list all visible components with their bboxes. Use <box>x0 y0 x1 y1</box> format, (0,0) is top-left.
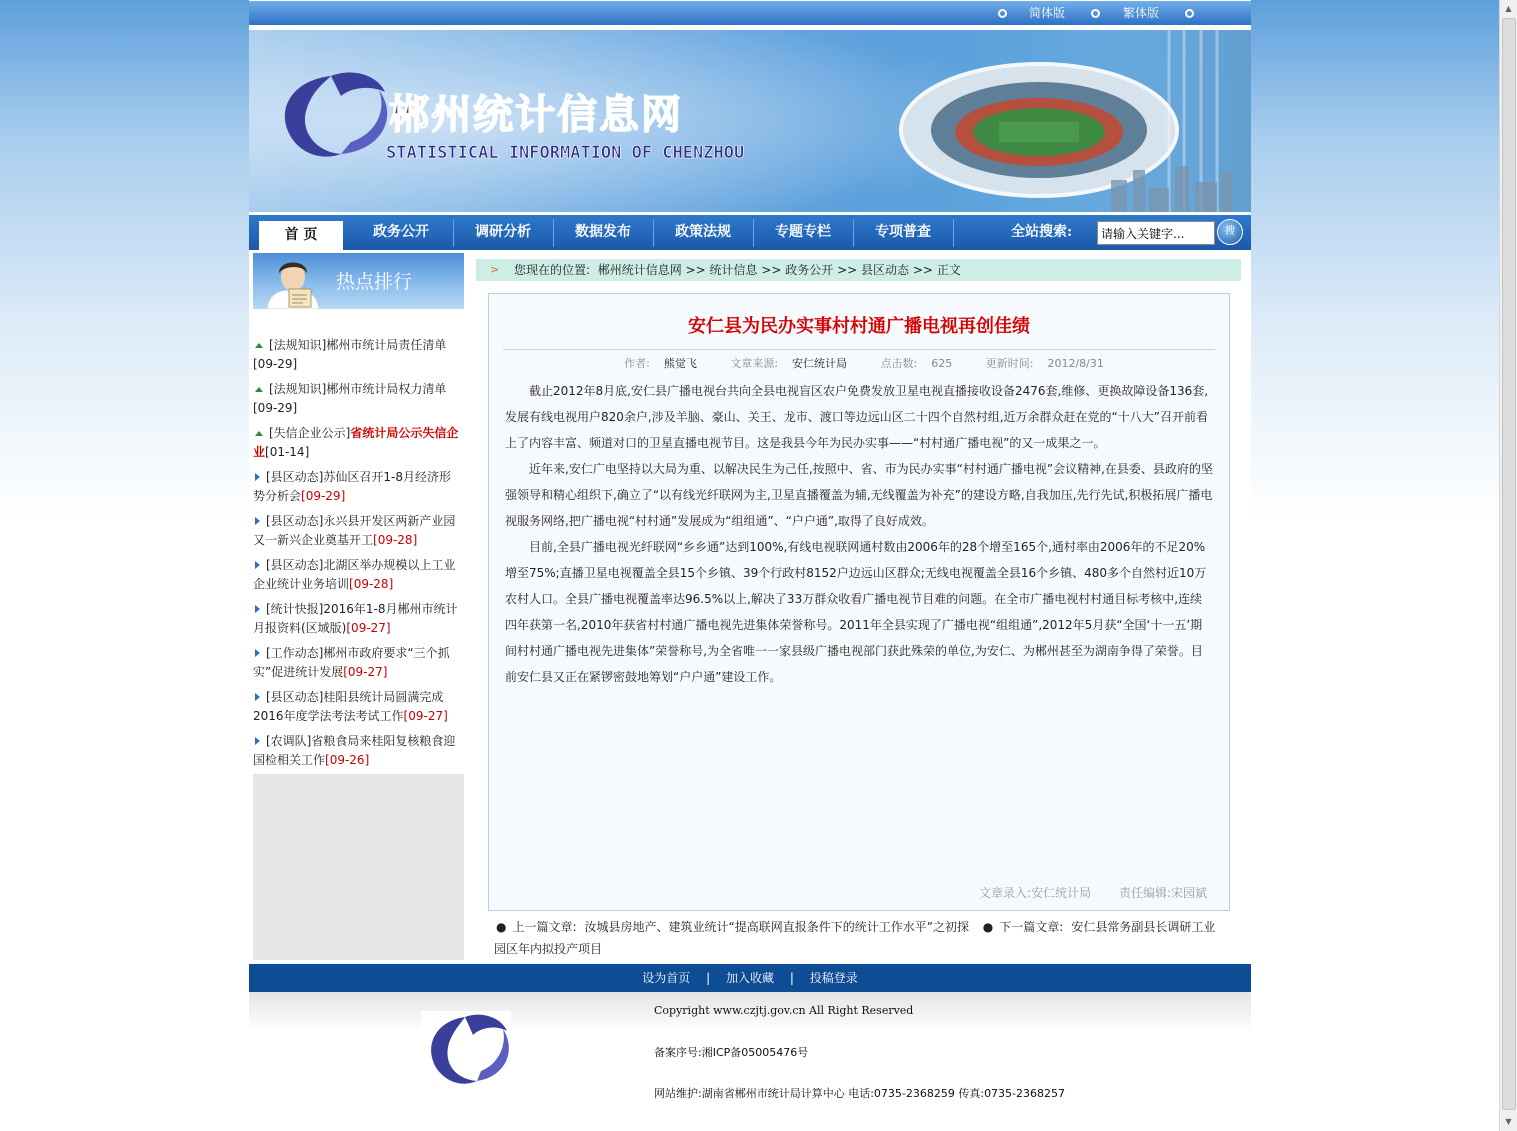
breadcrumb-current: 正文 <box>936 263 961 277</box>
language-bar <box>249 1 1251 25</box>
list-item[interactable]: [工作动态]郴州市政府要求“三个抓实”促进统计发展[09-27] <box>253 646 450 679</box>
set-homepage-link[interactable]: 设为首页 <box>642 971 691 985</box>
add-favorite-link[interactable]: 加入收藏 <box>725 971 774 985</box>
article-panel <box>488 293 1230 911</box>
nav-item-research[interactable]: 调研分析 <box>475 224 531 240</box>
article-author: 熊觉飞 <box>663 357 697 370</box>
search-input[interactable] <box>1097 221 1215 245</box>
bullet-icon <box>998 9 1007 18</box>
bullet-icon <box>1185 9 1194 18</box>
list-item[interactable]: [法规知识]郴州市统计局权力清单 [09-29] <box>253 382 447 415</box>
article-paragraph: 目前,全县广播电视光纤联网“乡乡通”达到100%,有线电视联网通村数由2006年的28个增至165个,通村率由2006年的不足20%增至75%;直播卫星电视覆盖全县15个乡镇、39个行政村8152户边远山区群众;无线电视覆盖全县16个乡镇、480多个自然村近10万农村人口。全县广播电视覆盖率达96.5%以上,解决了33万群众收看广播电视节目难的问题。在全市广播电视村村通目标考核中,连续四年获第一名,2010年获省村村通广播电视先进集体荣誉称号。2011年全县实现了广播电视“组组通”,2012年5月获“全国‘十一五’期间村村通广播电视先进集体”荣誉称号,为全省唯一一家县级广播电视部门获此殊荣的单位,为安仁、为郴州甚至为湖南争得了荣誉。目前安仁县又正在紧锣密鼓地筹划“户户通”建设工作。 <box>505 540 1207 684</box>
article-paragraph: 近年来,安仁广电坚持以大局为重、以解决民生为己任,按照中、省、市为民办实事“村村通广播电视”会议精神,在县委、县政府的坚强领导和精心组织下,确立了“以有线光纤联网为主,卫星直播覆盖为辅,无线覆盖为补充”的建设方略,自我加压,先行先试,积极拓展广播电视服务网络,把广播电视“村村通”发展成为“组组通”、“户户通”,取得了良好成效。 <box>505 462 1213 528</box>
article-hits: 625 <box>931 357 953 370</box>
bullet-icon: ● <box>982 920 994 934</box>
main-nav <box>249 215 1251 250</box>
list-item[interactable]: [失信企业公示]省统计局公示失信企业[01-14] <box>253 426 459 459</box>
article-updated: 2012/8/31 <box>1047 357 1104 370</box>
article-entry: 安仁统计局 <box>1031 886 1092 900</box>
breadcrumb-prefix: 您现在的位置: <box>514 263 591 277</box>
prev-article-link[interactable]: 汝城县房地产、建筑业统计“提高联网直报条件下的统计工作水平”之初探 <box>584 920 969 934</box>
article-meta: 作者: 熊觉飞 文章来源: 安仁统计局 点击数: 625 更新时间: 2012/8/31 <box>503 349 1215 371</box>
prev-next-nav: ● 上一篇文章: 汝城县房地产、建筑业统计“提高联网直报条件下的统计工作水平”之初探 ● 下一篇文章: 安仁县常务副县长调研工业园区年内拟投产项目 <box>494 920 1216 956</box>
search-label: 全站搜索: <box>1011 224 1073 240</box>
sidebar-title: 热点排行 <box>336 271 413 293</box>
nav-item-special-topics[interactable]: 专题专栏 <box>775 224 831 240</box>
article-editor: 宋园斌 <box>1170 886 1207 900</box>
breadcrumb-link-stats-info[interactable]: 统计信息 <box>709 263 758 277</box>
person-avatar-icon <box>259 253 329 309</box>
lang-simplified-link[interactable]: 简体版 <box>1029 6 1066 20</box>
bullet-icon: ● <box>496 920 507 934</box>
site-name-en: STATISTICAL INFORMATION OF CHENZHOU <box>386 143 745 163</box>
list-item[interactable]: [县区动态]桂阳县统计局圆满完成2016年度学法考法考试工作[09-27] <box>253 690 448 723</box>
scroll-down-arrow-icon[interactable]: ▼ <box>1505 1117 1512 1126</box>
breadcrumb: > 您现在的位置: 郴州统计信息网 >> 统计信息 >> 政务公开 >> 县区动态 >> 正文 <box>476 259 1241 281</box>
nav-item-policy[interactable]: 政策法规 <box>675 224 731 240</box>
breadcrumb-link-county-news[interactable]: 县区动态 <box>861 263 910 277</box>
scroll-up-arrow-icon[interactable]: ▲ <box>1505 4 1512 13</box>
lang-traditional-link[interactable]: 繁体版 <box>1123 6 1160 20</box>
article-title: 安仁县为民办实事村村通广播电视再创佳绩 <box>688 316 1030 337</box>
list-item[interactable]: [统计快报]2016年1-8月郴州市统计月报资料(区域版)[09-27] <box>253 602 458 635</box>
banner-background <box>249 30 1251 212</box>
sidebar <box>253 253 464 960</box>
hot-ranking-header <box>253 253 464 309</box>
article-body <box>505 378 1213 690</box>
breadcrumb-link-gov-affairs[interactable]: 政务公开 <box>785 263 834 277</box>
list-item[interactable]: [县区动态]北湖区举办规模以上工业企业统计业务培训[09-28] <box>253 558 456 591</box>
maintenance-text: 网站维护:湖南省郴州市统计局计算中心 电话:0735-2368259 传真:0735-2368257 <box>654 1087 1066 1100</box>
submit-login-link[interactable]: 投稿登录 <box>809 971 858 985</box>
vertical-scrollbar[interactable] <box>1499 0 1517 1131</box>
search-button[interactable]: 搜 <box>1217 219 1243 245</box>
icp-text: 备案序号:湘ICP备05005476号 <box>654 1046 809 1059</box>
site-banner <box>249 30 1251 212</box>
page-container <box>249 0 1251 1113</box>
site-footer <box>249 992 1251 1113</box>
footer-logo-icon <box>421 1011 511 1095</box>
list-item[interactable]: [县区动态]永兴县开发区两新产业园又一新兴企业奠基开工[09-28] <box>253 514 456 547</box>
footer-links: 设为首页 | 加入收藏 | 投稿登录 <box>249 964 1251 992</box>
article-paragraph: 截止2012年8月底,安仁县广播电视台共向全县电视盲区农户免费发放卫星电视直播接收设备2476套,维修、更换故障设备136套,发展有线电视用户820余户,涉及羊脑、豪山、关王、龙市、渡口等边远山区二十四个自然村组,近万余群众赶在党的“十八大”召开前看上了内容丰富、频道对口的卫星直播电视节目。这是我县今年为民办实事——“村村通广播电视”的又一成果之一。 <box>505 384 1209 450</box>
list-item[interactable]: [法规知识]郴州市统计局责任清单 [09-29] <box>253 338 447 371</box>
article-credits: 文章录入:安仁统计局 责任编辑:宋园斌 <box>979 886 1207 900</box>
site-name: 郴州统计信息网 <box>389 92 683 138</box>
list-item[interactable]: [县区动态]苏仙区召开1-8月经济形势分析会[09-29] <box>253 470 451 503</box>
nav-item-gov-affairs[interactable]: 政务公开 <box>373 224 429 240</box>
scrollbar-thumb[interactable] <box>1502 18 1516 1110</box>
list-item[interactable]: [农调队]省粮食局来桂阳复核粮食迎国检相关工作[09-26] <box>253 734 456 767</box>
double-chevron-icon: > <box>490 263 500 276</box>
breadcrumb-link-home[interactable]: 郴州统计信息网 <box>597 263 682 277</box>
copyright-text: Copyright www.czjtj.gov.cn All Right Reserved <box>654 1004 914 1017</box>
next-article-link[interactable]: 安仁县常务副县长调研工业园区年内拟投产项目 <box>494 920 1216 956</box>
nav-item-census[interactable]: 专项普查 <box>875 224 931 240</box>
bullet-icon <box>1091 9 1100 18</box>
hot-ranking-list <box>253 309 464 774</box>
nav-item-data-release[interactable]: 数据发布 <box>575 224 631 240</box>
article-source: 安仁统计局 <box>792 357 848 370</box>
nav-item-home[interactable]: 首 页 <box>259 221 343 250</box>
